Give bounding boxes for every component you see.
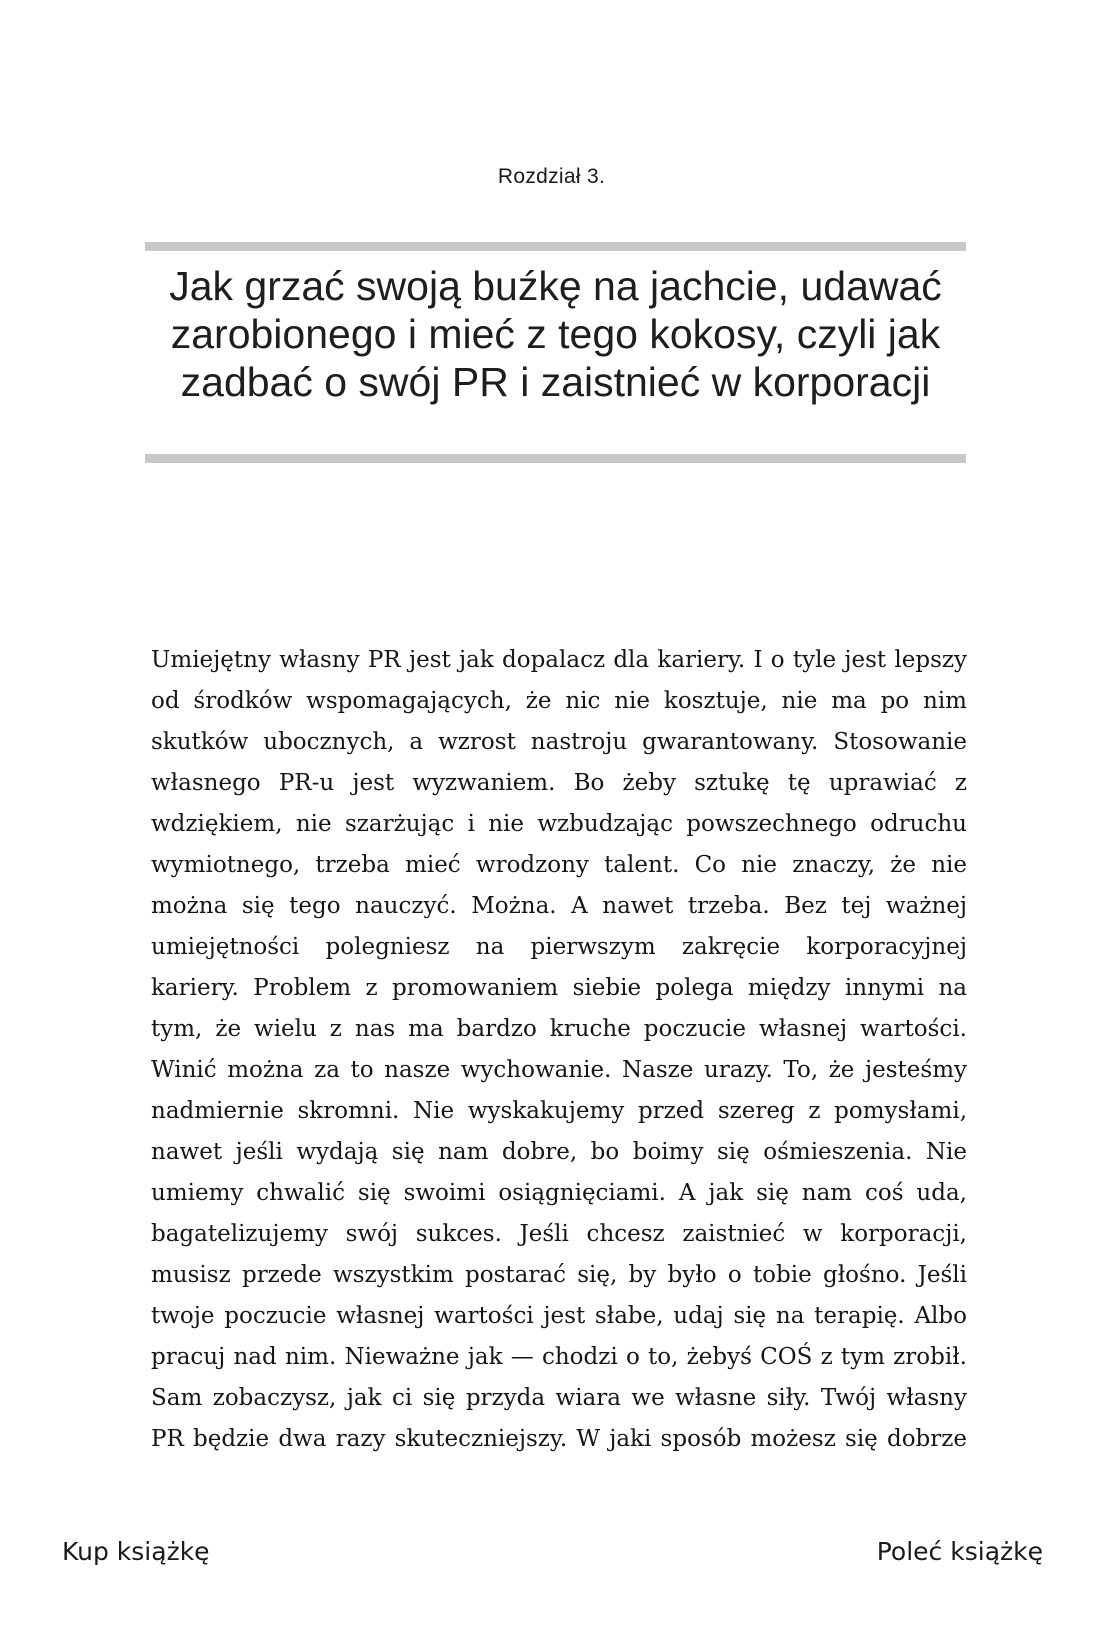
chapter-title: Jak grzać swoją buźkę na jachcie, udawać zarobionego i mieć z tego kokosy, czyli jak zadbać o swój PR i zaistnieć w korporacji	[169, 263, 942, 405]
recommend-book-link[interactable]: Poleć książkę	[876, 1537, 1043, 1566]
chapter-label: Rozdział 3.	[497, 165, 606, 188]
title-rule-top	[145, 242, 966, 251]
buy-book-link[interactable]: Kup książkę	[62, 1537, 210, 1566]
body-paragraph: Umiejętny własny PR jest jak dopalacz dla kariery. I o tyle jest lepszy od środków wspomagających, że nic nie kosztuje, nie ma po nim skutków ubocznych, a wzrost nastroju gwarantowany. Stosowanie własnego PR-u jest wyzwaniem. Bo żeby sztukę tę uprawiać z wdziękiem, nie szarżując i nie wzbudzając powszechnego odruchu wymiotnego, trzeba mieć wrodzony talent. Co nie znaczy, że nie można się tego nauczyć. Można. A nawet trzeba. Bez tej ważnej umiejętności polegniesz na pierwszym zakręcie korporacyjnej kariery. Problem z promowaniem siebie polega między innymi na tym, że wielu z nas ma bardzo kruche poczucie własnej wartości. Winić można za to nasze wychowanie. Nasze urazy. To, że jesteśmy nadmiernie skromni. Nie wyskakujemy przed szereg z pomysłami, nawet jeśli wydają się nam dobre, bo boimy się ośmieszenia. Nie umiemy chwalić się swoimi osiągnięciami. A jak się nam coś uda, bagatelizujemy swój sukces. Jeśli chcesz zaistnieć w korporacji, musisz przede wszystkim postarać się, by było o tobie głośno. Jeśli twoje poczucie własnej wartości jest słabe, udaj się na terapię. Albo pracuj nad nim. Nieważne jak — chodzi o to, żebyś COŚ z tym zrobił. Sam zobaczysz, jak ci się przyda wiara we własne siły. Twój własny PR będzie dwa razy skuteczniejszy. W jaki sposób możesz się dobrze	[151, 647, 967, 1452]
title-rule-bottom	[145, 454, 966, 463]
